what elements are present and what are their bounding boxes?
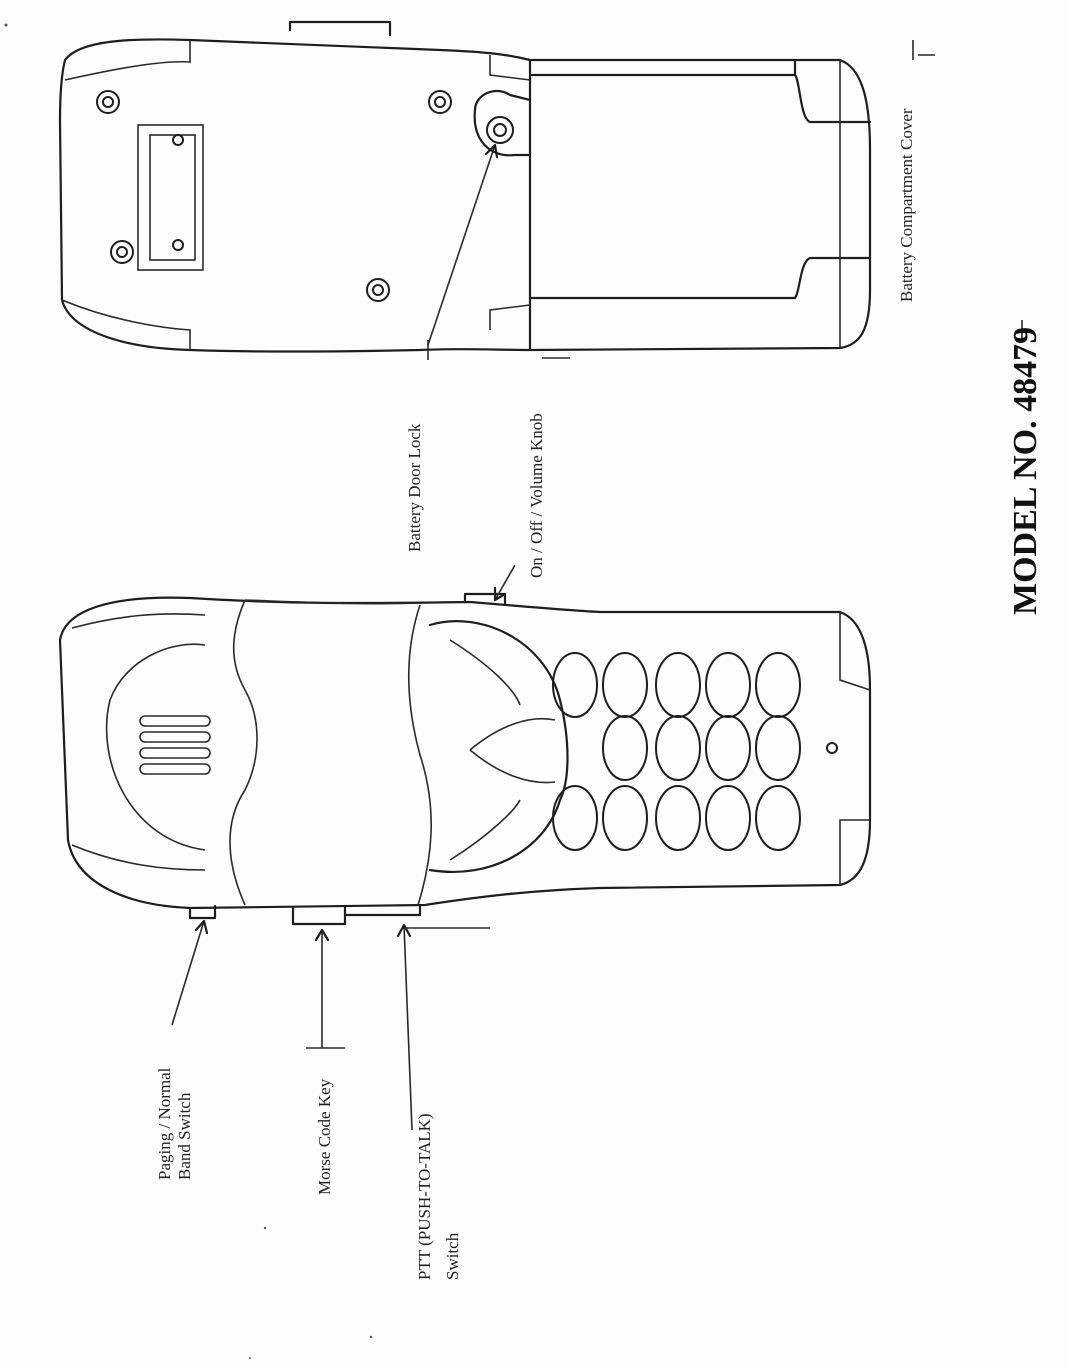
front-view [60,594,870,924]
battery-door-lock-screw [494,124,506,136]
key [603,786,647,850]
battery-lock-label: Battery Door Lock [405,423,424,552]
front-speaker-slot-4 [140,764,210,774]
ptt-leader [404,925,412,1130]
battery-lock-leader [428,145,495,345]
back-screw [103,97,113,107]
ptt-label-line2: Switch [443,1232,462,1280]
front-top-arc [107,644,205,850]
back-label-plate-outer [138,125,203,270]
paging-leader [172,921,204,1025]
key [656,716,700,780]
back-outline [60,39,870,351]
battery-door-lock-tab [475,91,530,155]
front-nav-pad [430,621,568,872]
key [756,786,800,850]
battery-compartment-cover [530,60,870,350]
paging-label-line1: Paging / Normal [155,1067,174,1180]
back-screw [97,91,119,113]
back-screw [367,279,389,301]
back-screw [173,240,183,250]
front-speaker-slot-3 [140,748,210,758]
key [553,786,597,850]
front-keypad [553,653,800,850]
callout-leaders [172,40,1022,1130]
back-screw [173,135,183,145]
morse-label: Morse Code Key [315,1078,334,1195]
back-top-clip [290,22,390,35]
paging-label-line2: Band Switch [175,1092,194,1180]
front-side-grip [840,612,870,885]
back-screw [111,241,133,263]
labels [155,108,1044,1280]
key [553,653,597,717]
key [706,716,750,780]
key [603,653,647,717]
key [603,716,647,780]
key [656,786,700,850]
back-hinge-notch [490,55,530,330]
back-screw [373,285,383,295]
key [706,786,750,850]
back-screw [429,91,451,113]
battery-door-lock-screw [487,117,513,143]
key [706,653,750,717]
front-display-window [230,600,431,905]
volume-label: On / Off / Volume Knob [527,413,546,578]
front-nav-dividers [450,640,555,860]
back-view [60,22,870,352]
ptt-label-line1: PTT (PUSH-TO-TALK) [415,1113,434,1280]
key [656,653,700,717]
model-number: MODEL NO. 48479 [1007,326,1044,615]
morse-key-nub [293,906,345,924]
key [756,653,800,717]
back-screw [117,247,127,257]
front-mic-hole [827,743,837,753]
key [756,716,800,780]
back-screw [435,97,445,107]
back-label-plate-inner [150,135,195,260]
battery-cover-label: Battery Compartment Cover [897,108,916,302]
cover-tick [913,40,935,60]
front-speaker-slot-1 [140,716,210,726]
front-speaker-slot-2 [140,732,210,742]
back-shoulder-curves [62,40,190,350]
